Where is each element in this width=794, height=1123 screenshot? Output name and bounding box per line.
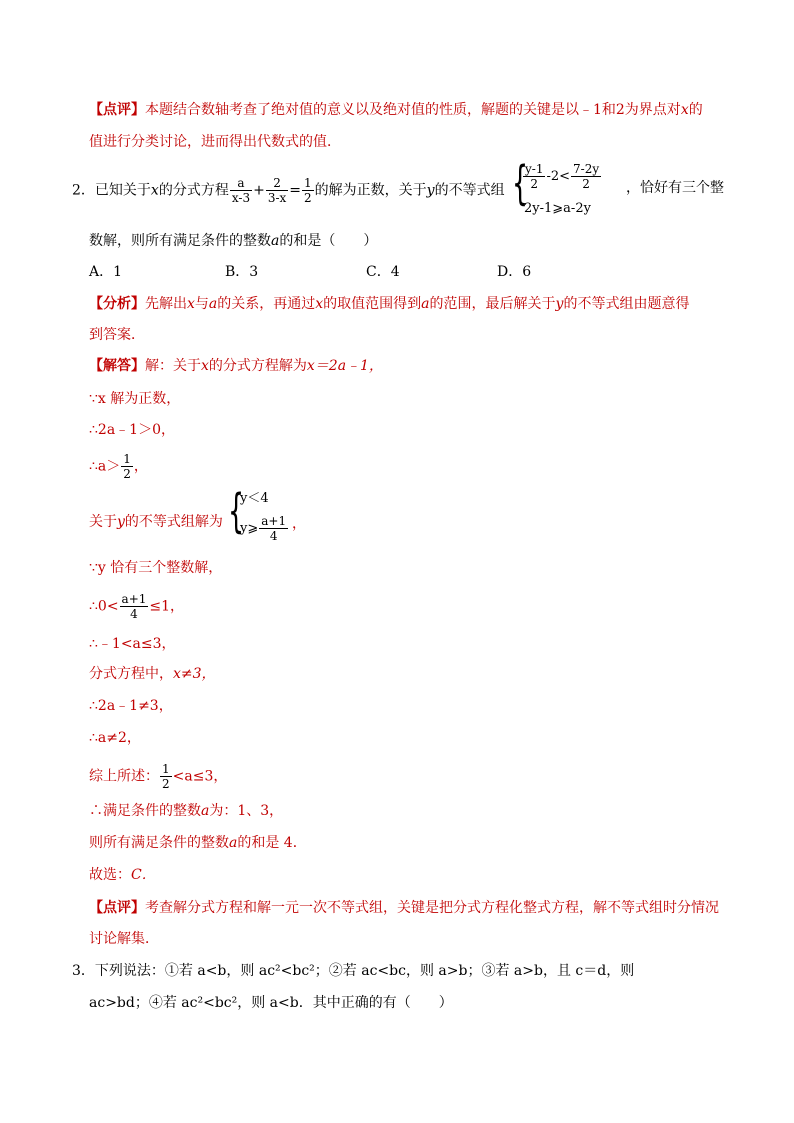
fraction-2-over-3-x: $\frac{2}{3-x}$ [267,176,287,205]
system-brace: { [512,156,529,210]
solution-line-15: 故选：C． [89,867,156,883]
review-line-1: 【点评】本题结合数轴考查了绝对值的意义以及绝对值的性质，解题的关键是以﹣1和2为界点对x的 [89,102,703,118]
review-tag: 【点评】 [89,102,145,118]
fraction-1-over-2: $\frac{1}{2}$ [304,176,312,205]
q2-line-1-end: ，恰好有三个整 [626,180,724,196]
solution-line-13: ∴满足条件的整数a为：1、3， [89,803,284,819]
q3-line-2: ac>bd；④若 ac²<bc²，则 a<b．其中正确的有（ ） [89,995,453,1011]
review-line-2: 值进行分类讨论，进而得出代数式的值． [89,134,341,150]
solution-line-2: ∵x 解为正数， [89,391,181,407]
analysis-line-2: 到答案． [89,327,145,343]
option-c: C．4 [366,264,400,280]
solution-line-10: ∴2a﹣1≠3， [89,698,173,714]
solution-line-6: ∵y 恰有三个整数解， [89,560,223,576]
q2-line-2: 数解，则所有满足条件的整数a的和是（ ） [89,233,378,249]
analysis-line-1: 【分析】先解出x与a的关系，再通过x的取值范围得到a的范围，最后解关于y的不等式组由题意得 [89,296,690,312]
solution-line-4: ∴a＞ $\frac{1}{2}$ ， [89,452,148,481]
solution-line-9: 分式方程中，x≠3， [89,666,216,682]
q3-line-1: 3．下列说法：①若 a<b，则 ac²<bc²；②若 ac<bc，则 a>b；③若 a>b，且 c＝d，则 [72,963,635,979]
review2-line-2: 讨论解集． [89,931,159,947]
option-b: B．3 [225,264,259,280]
solution-line-3: ∴2a﹣1＞0， [89,422,175,438]
solution-line-7: ∴0< $\frac{a+1}{4}$ ≤1， [89,592,185,621]
solution-line-8: ∴﹣1<a≤3， [89,636,176,652]
solution-line-14: 则所有满足条件的整数a的和是 4． [89,835,307,851]
solution-line-1: 【解答】解：关于x的分式方程解为x＝2a﹣1， [89,358,383,374]
option-d: D．6 [497,264,532,280]
solution-line-5: 关于y的不等式组解为 [89,514,223,530]
q2-line-1: 2．已知关于x的分式方程 $\frac{a}{x-3}$ + $\frac{2}{3-x}$ = $\frac{1}{2}$ 的解为正数，关于y的不等式组 [72,176,505,205]
solution-line-5-end: ， [292,516,306,532]
fraction-a-over-x-3: $\frac{a}{x-3}$ [231,176,251,205]
solution-line-11: ∴a≠2， [89,730,141,746]
solution-system-brace: { [228,484,245,538]
inequality-row-2: 2y-1⩾a-2y [524,201,591,216]
solution-line-12: 综上所述： $\frac{1}{2}$ <a≤3， [89,762,228,791]
review2-line-1: 【点评】考查解分式方程和解一元一次不等式组，关键是把分式方程化整式方程，解不等式组时分情况 [89,900,719,916]
inequality-row-1: $\frac{y-1}{2}$ -2< $\frac{7-2y}{2}$ [525,162,600,191]
option-a: A．1 [89,264,123,280]
